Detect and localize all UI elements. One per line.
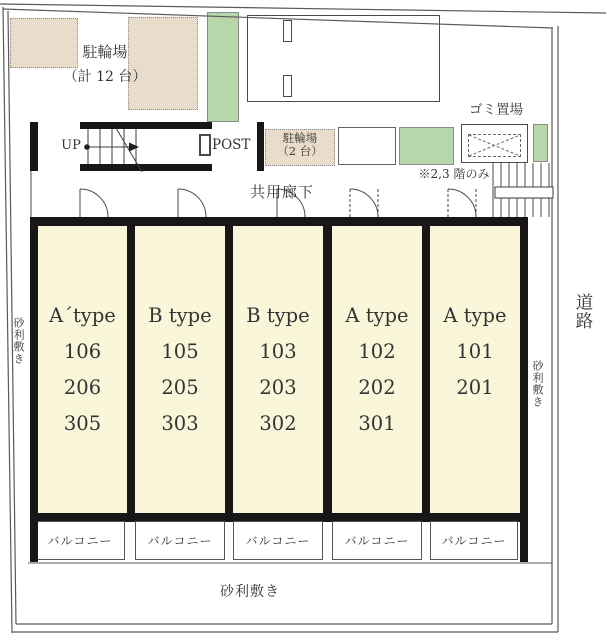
balcony-label: バルコニー bbox=[441, 534, 507, 548]
bike-parking-label-line2: （計 12 台） bbox=[63, 69, 147, 86]
room-number: 106 bbox=[63, 340, 102, 363]
room-number: 301 bbox=[358, 412, 396, 435]
balcony-label: バルコニー bbox=[47, 534, 113, 548]
door-arc bbox=[178, 189, 206, 217]
up-arrow-head bbox=[129, 143, 139, 152]
unit-type-label: B type bbox=[246, 304, 310, 327]
unit-type-label: A´type bbox=[49, 304, 116, 327]
garbage-x-mark bbox=[469, 135, 520, 156]
room-number: 201 bbox=[456, 376, 494, 399]
door-arc bbox=[350, 189, 378, 217]
bike-small-label-2: （2 台） bbox=[277, 144, 323, 159]
balcony-label: バルコニー bbox=[344, 534, 410, 548]
bike-parking-label bbox=[55, 44, 155, 85]
door-arc bbox=[80, 189, 108, 217]
room-number: 203 bbox=[259, 376, 297, 399]
road-label: 道路 bbox=[573, 293, 593, 330]
gravel-label-right: 砂利敷き bbox=[531, 360, 544, 408]
unit-type-label: A type bbox=[345, 304, 409, 327]
up-label: UP bbox=[61, 138, 81, 153]
up-arrow-dot bbox=[84, 144, 90, 150]
room-number: 105 bbox=[161, 340, 199, 363]
room-number: 101 bbox=[456, 340, 494, 363]
site-boundary bbox=[0, 4, 606, 633]
gravel-label-bottom: 砂利敷き bbox=[220, 584, 280, 600]
room-number: 102 bbox=[358, 340, 396, 363]
stair-right bbox=[493, 163, 553, 217]
bike-parking-label-line1: 駐輪場 bbox=[82, 43, 128, 61]
garbage-label: ゴミ置場 bbox=[469, 102, 523, 118]
gravel-label-left: 砂利敷き bbox=[12, 317, 25, 365]
balcony-label: バルコニー bbox=[147, 534, 213, 548]
post-label: POST bbox=[212, 137, 251, 153]
room-number: 103 bbox=[259, 340, 297, 363]
room-number: 205 bbox=[161, 376, 199, 399]
door-arc bbox=[448, 189, 476, 217]
balcony-label: バルコニー bbox=[245, 534, 311, 548]
unit-type-label: A type bbox=[443, 304, 507, 327]
floors-note-label: ※2,3 階のみ bbox=[418, 167, 490, 181]
room-number: 206 bbox=[63, 376, 102, 399]
room-number: 202 bbox=[358, 376, 396, 399]
room-number: 302 bbox=[259, 412, 297, 435]
corridor-label: 共用廊下 bbox=[249, 183, 314, 201]
room-number: 305 bbox=[63, 412, 102, 435]
unit-type-label: B type bbox=[148, 304, 212, 327]
stair-up bbox=[87, 128, 142, 172]
room-number: 303 bbox=[161, 412, 199, 435]
bike-small-label-1: 駐輪場 bbox=[282, 131, 318, 145]
